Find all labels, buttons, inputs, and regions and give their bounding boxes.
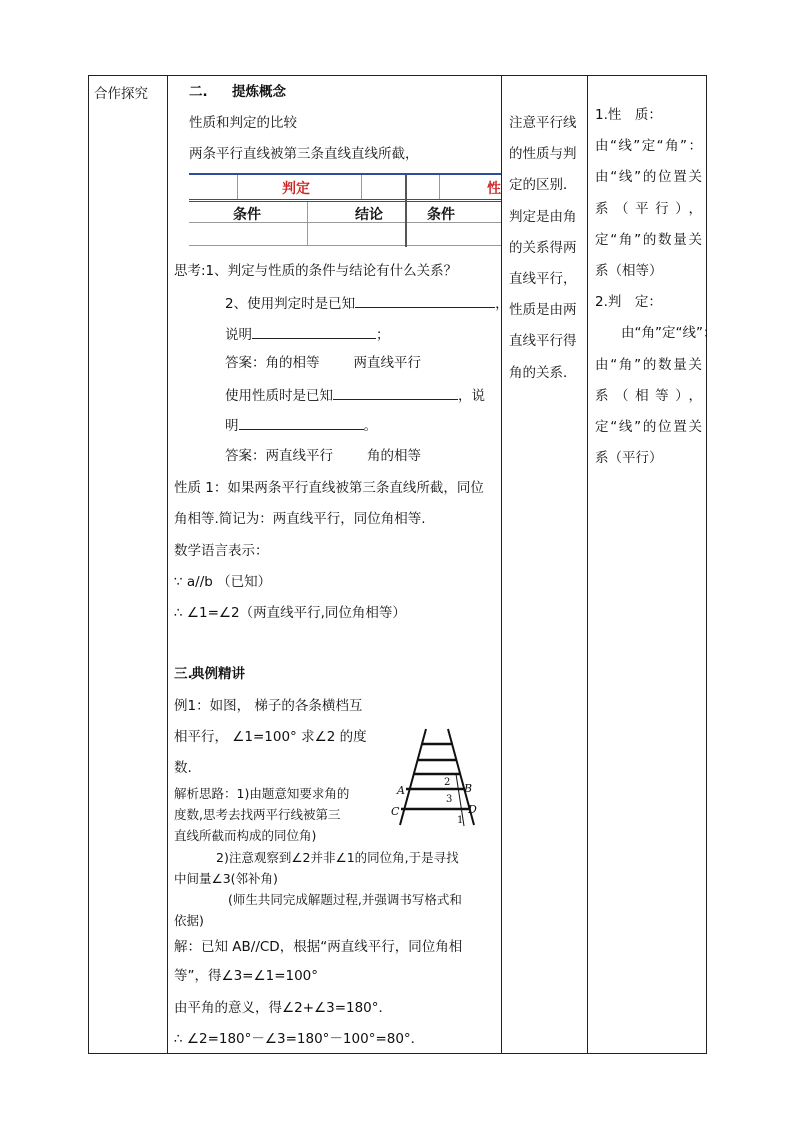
table-divider-3 [587, 75, 588, 1054]
math-language-label: 数学语言表示： [174, 543, 269, 559]
analysis-line-7: 依据) [174, 913, 204, 928]
comparison-table-image [189, 172, 501, 248]
label-D: D [468, 803, 477, 816]
summary-column [595, 100, 717, 474]
given-statement: ∵ a//b （已知） [174, 574, 272, 590]
think-question-2-explain: 说明 ； [225, 327, 390, 343]
section2-subtitle: 性质和判定的比较 [189, 115, 297, 131]
section3-heading: 典例精讲 [191, 666, 245, 682]
property-1-line-2: 角相等.简记为：两直线平行，同位角相等. [174, 511, 426, 527]
example-line-1: 例1：如图， 梯子的各条横档互 [174, 698, 363, 714]
solution-line-1: 解：已知 AB//CD，根据“两直线平行，同位角相 [174, 939, 463, 955]
note-column-text: 注意平行线的性质与判定的区别．判定是由角的关系得两直线平行，性质是由两直线平行得角的关系． [509, 115, 577, 381]
blank-line [333, 387, 458, 400]
analysis-line-2: 度数,思考去找两平行线被第三 [174, 807, 341, 822]
think-question-1: 思考:1、判定与性质的条件与结论有什么关系？ [174, 263, 458, 279]
analysis-line-5: 中间量∠3(邻补角) [174, 871, 278, 886]
table-divider-2 [501, 75, 502, 1054]
ladder-figure [390, 722, 495, 830]
column-label-cooperative-inquiry: 合作探究 [94, 86, 148, 102]
summary-judgement-body: 由“角”定“线”：由“角”的数量关系（相等），定“线”的位置关系（平行） [595, 325, 717, 467]
comparison-header-judgement: 判定 [282, 181, 310, 197]
comparison-subheader-conclusion: 结论 [355, 207, 383, 223]
solution-line-4: ∴ ∠2=180°－∠3=180°－100°=80°． [174, 1031, 425, 1047]
analysis-line-3: 直线所截而构成的同位角) [174, 828, 317, 843]
comparison-header-property: 性 [487, 181, 501, 197]
solution-line-2: 等”，得∠3=∠1=100° [174, 968, 319, 984]
section3-heading-number: 三. [174, 666, 193, 682]
section2-intro: 两条平行直线被第三条直线直线所截， [189, 146, 419, 162]
blank-line [239, 417, 364, 430]
example-line-2: 相平行， ∠1=100° 求∠2 的度 [174, 729, 367, 745]
comparison-subheader-condition-1: 条件 [233, 207, 261, 223]
table-border-left [88, 75, 89, 1054]
summary-property-title: 1.性 质： [595, 107, 662, 123]
label-A: A [397, 784, 405, 797]
label-angle-1: 1 [457, 815, 464, 826]
think-question-2: 2、使用判定时是已知 ， [225, 296, 509, 312]
analysis-line-1: 解析思路：1)由题意知要求角的 [174, 786, 350, 801]
comparison-subheader-condition-2: 条件 [427, 207, 455, 223]
table-border-bottom [88, 1053, 707, 1054]
answer-1: 答案：角的相等 两直线平行 [225, 355, 421, 371]
section2-heading-number: 二. [189, 84, 208, 100]
blank-line [252, 326, 376, 339]
table-border-right [706, 75, 707, 1054]
property-1-line-1: 性质 1：如果两条平行直线被第三条直线所截，同位 [174, 480, 484, 496]
analysis-line-6: (师生共同完成解题过程,并强调书写格式和 [228, 892, 462, 907]
label-angle-3: 3 [446, 794, 453, 805]
summary-judgement-title: 2.判 定： [595, 294, 662, 311]
section2-heading: 提炼概念 [232, 84, 286, 100]
label-angle-2: 2 [444, 777, 451, 788]
example-line-3: 数. [174, 760, 192, 776]
label-B: B [464, 782, 473, 795]
conclusion-statement: ∴ ∠1=∠2（两直线平行,同位角相等） [174, 605, 406, 621]
use-property-explain: 明 。 [225, 418, 377, 434]
blank-line [355, 295, 495, 308]
answer-2: 答案：两直线平行 角的相等 [225, 448, 421, 464]
summary-property-body: 由“线”定“角”：由“线”的位置关系（平行），定“角”的数量关系（相等） [595, 138, 702, 280]
table-divider-1 [167, 75, 168, 1054]
use-property-question: 使用性质时是已知 ，说 [225, 388, 485, 404]
label-C: C [391, 805, 400, 818]
solution-line-3: 由平角的意义，得∠2+∠3=180°． [174, 1000, 393, 1016]
table-border-top [88, 75, 707, 76]
analysis-line-4: 2)注意观察到∠2并非∠1的同位角,于是寻找 [216, 850, 459, 865]
